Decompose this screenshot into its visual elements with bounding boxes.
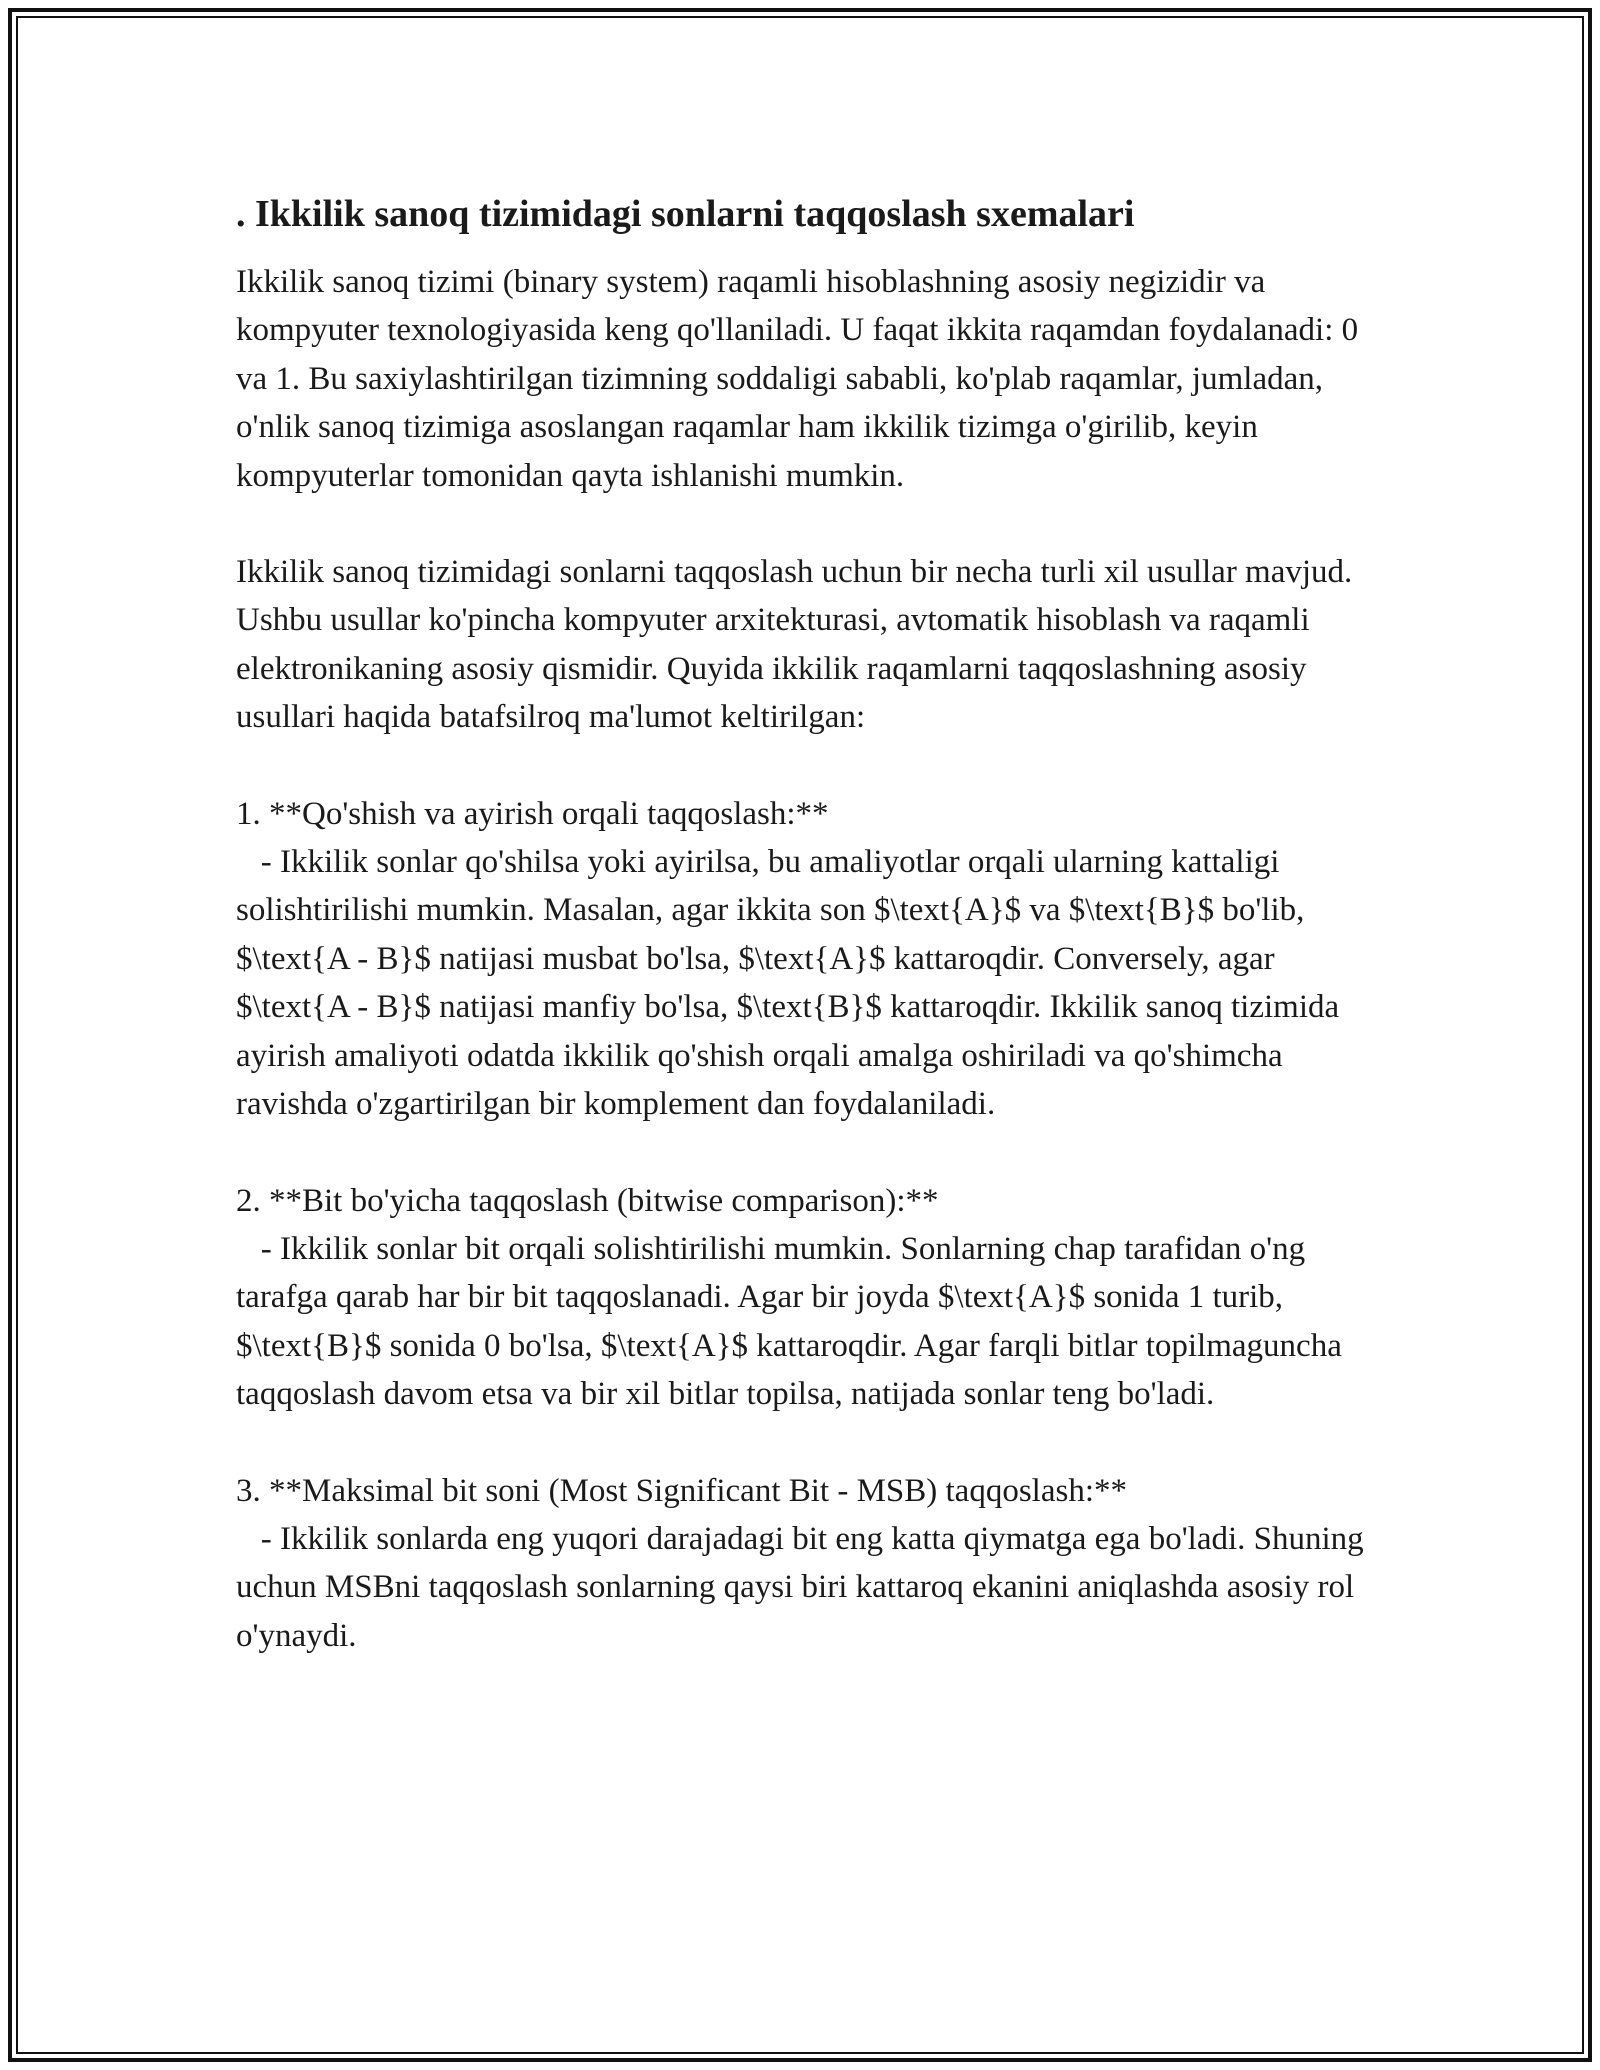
list-item-bitwise-comparison: 2. **Bit bo'yicha taqqoslash (bitwise comparison):** - Ikkilik sonlar bit orqali solishtirilishi mumkin. Sonlarning chap tarafidan o'ng tarafga qarab har bir bit taqqoslanadi. Agar bir joyda $\text{A}$ sonida 1 turib, $\text{B}$ sonida 0 bo'lsa, $\text{A}$ kattaroqdir. Agar farqli bitlar topilmaguncha taqqoslash davom etsa va bir xil bitlar topilsa, natijada sonlar teng bo'ladi. xyxy=(236,1182,1342,1413)
list-item-addition-subtraction: 1. **Qo'shish va ayirish orqali taqqoslash:** - Ikkilik sonlar qo'shilsa yoki ayirilsa, bu amaliyotlar orqali ularning kattaligi solishtirilishi mumkin. Masalan, agar ikkita son $\text{A}$ va $\text{B}$ bo'lib, $\text{A - B}$ natijasi musbat bo'lsa, $\text{A}$ kattaroqdir. Conversely, agar $\text{A - B}$ natijasi manfiy bo'lsa, $\text{B}$ kattaroqdir. Ikkilik sanoq tizimida ayirish amaliyoti odatda ikkilik qo'shish orqali amalga oshiriladi va qo'shimcha ravishda o'zgartirilgan bir komplement dan foydalaniladi. xyxy=(236,795,1340,1123)
list-item-msb-comparison: 3. **Maksimal bit soni (Most Significant Bit - MSB) taqqoslash:** - Ikkilik sonlarda eng yuqori darajadagi bit eng katta qiymatga ega bo'ladi. Shuning uchun MSBni taqqoslash sonlarning qaysi biri kattaroq ekanini aniqlashda asosiy rol o'ynaydi. xyxy=(236,1472,1364,1654)
methods-overview-paragraph: Ikkilik sanoq tizimidagi sonlarni taqqoslash uchun bir necha turli xil usullar mavjud. Ushbu usullar ko'pincha kompyuter arxitekturasi, avtomatik hisoblash va raqamli elektronikaning asosiy qismidir. Quyida ikkilik raqamlarni taqqoslashning asosiy usullari haqida batafsilroq ma'lumot keltirilgan: xyxy=(236,554,1361,736)
document-title: . Ikkilik sanoq tizimidagi sonlarni taqqoslash sxemalari xyxy=(236,193,1135,235)
document-body xyxy=(236,188,1366,1660)
intro-paragraph: Ikkilik sanoq tizimi (binary system) raqamli hisoblashning asosiy negizidir va kompyuter texnologiyasida keng qo'llaniladi. U faqat ikkita raqamdan foydalanadi: 0 va 1. Bu saxiylashtirilgan tizimning soddaligi sababli, ko'plab raqamlar, jumladan, o'nlik sanoq tizimiga asoslangan raqamlar ham ikkilik tizimga o'girilib, keyin kompyuterlar tomonidan qayta ishlanishi mumkin. xyxy=(236,264,1367,494)
